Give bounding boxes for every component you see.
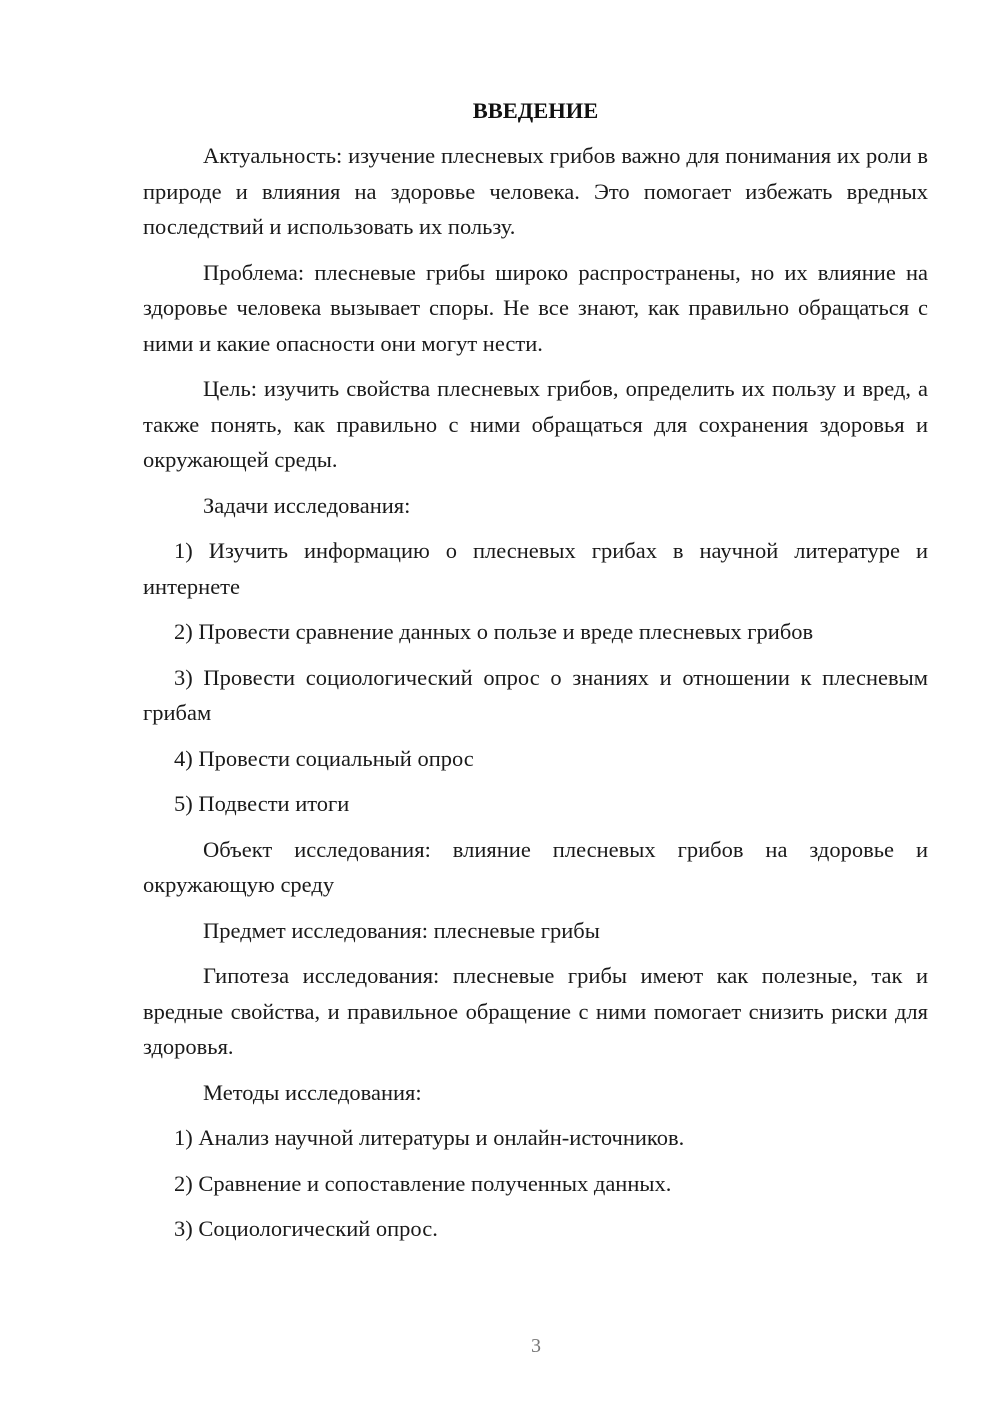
hypothesis-paragraph: Гипотеза исследования: плесневые грибы имеют как полезные, так и вредные свойства, и правильное обращение с ними помогает снизить риски для здоровья. [143,963,928,1059]
object-paragraph: Объект исследования: влияние плесневых грибов на здоровье и окружающую среду [143,836,928,897]
task-item: 2) Провести сравнение данных о пользе и вреде плесневых грибов [174,619,814,644]
method-item: 3) Социологический опрос. [174,1216,438,1241]
task-item: 5) Подвести итоги [174,791,350,816]
page-content [143,93,928,1257]
task-item: 4) Провести социальный опрос [174,745,474,771]
tasks-heading: Задачи исследования: [203,492,411,518]
task-item: 3) Провести социологический опрос о знаниях и отношении к плесневым грибам [143,664,928,725]
methods-heading: Методы исследования: [203,1079,422,1105]
subject-paragraph: Предмет исследования: плесневые грибы [203,917,600,943]
relevance-paragraph: Актуальность: изучение плесневых грибов важно для понимания их роли в природе и влияния на здоровье человека. Это помогает избежать вредных последствий и использовать их пользу. [143,143,928,239]
goal-paragraph: Цель: изучить свойства плесневых грибов, определить их пользу и вред, а также понять, как правильно с ними обращаться для сохранения здоровья и окружающей среды. [143,376,928,472]
method-item: 1) Анализ научной литературы и онлайн-источников. [174,1125,685,1150]
method-item: 2) Сравнение и сопоставление полученных данных. [174,1170,672,1196]
page-number: 3 [531,1335,541,1357]
section-title: ВВЕДЕНИЕ [472,98,599,123]
problem-paragraph: Проблема: плесневые грибы широко распространены, но их влияние на здоровье человека вызывает споры. Не все знают, как правильно обращаться с ними и какие опасности они могут нести. [143,259,928,356]
task-item: 1) Изучить информацию о плесневых грибах в научной литературе и интернете [143,538,928,599]
